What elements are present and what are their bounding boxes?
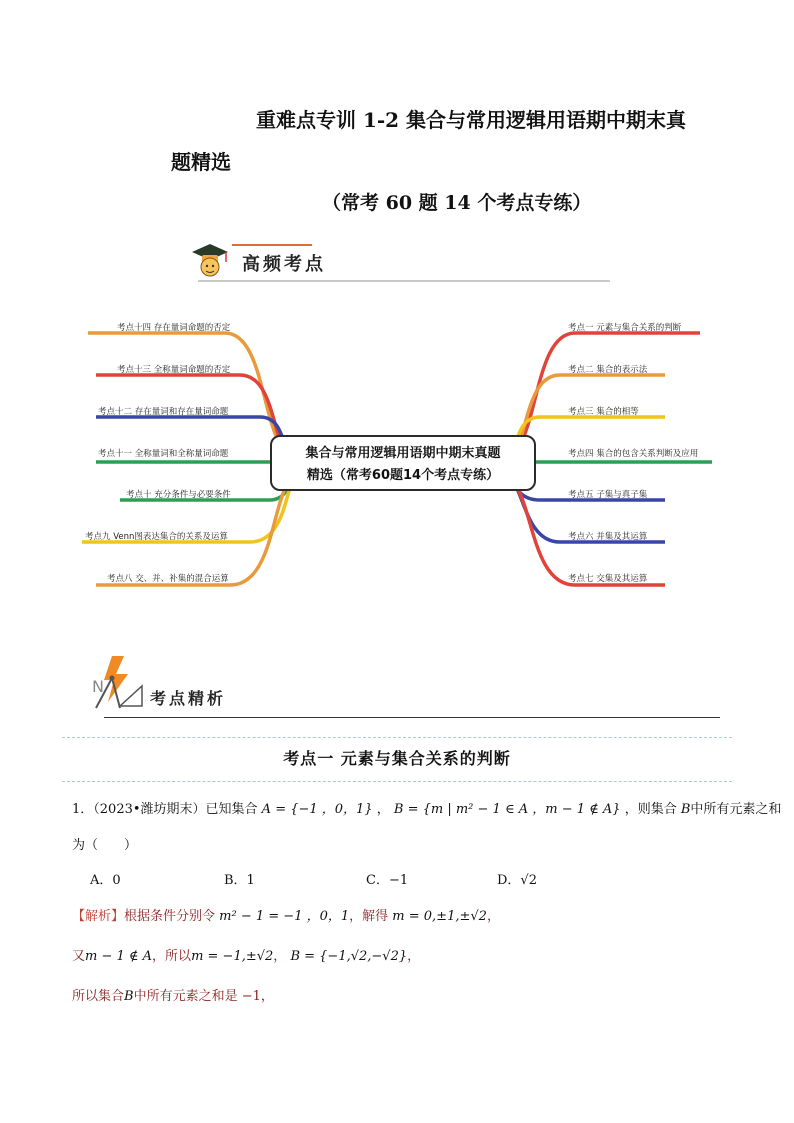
ruler-compass-icon [90, 652, 146, 712]
mindmap-node-right-1: 考点一 元素与集合关系的判断 [568, 323, 682, 333]
mindmap-node-left-1: 考点十四 存在量词命题的否定 [117, 323, 231, 333]
section-banner-analysis [90, 652, 720, 718]
question-stem [72, 798, 781, 817]
section-title: 考点一 元素与集合关系的判断 [283, 749, 511, 768]
set-b: B = {m | m² − 1 ∈ A ，m − 1 ∉ A} [393, 802, 621, 817]
mindmap-center-node [270, 435, 536, 491]
page-title: 重难点专训 1-2 集合与常用逻辑用语期中期末真 [256, 108, 687, 132]
banner-label: 考点精析 [150, 689, 227, 708]
solution-math: m² − 1 = −1 ，0，1 [219, 909, 350, 924]
mindmap-node-right-7: 考点七 交集及其运算 [568, 574, 648, 584]
graduate-cap-icon [190, 240, 230, 280]
solution-math: m = −1,±√2 [191, 949, 274, 964]
question-text: ，则集合 [624, 802, 677, 817]
option-b: B．1 [224, 873, 255, 888]
divider-top [62, 737, 732, 738]
solution-text: 中所有元素之和是 −1， [133, 989, 274, 1004]
option-a: A．0 [90, 873, 121, 888]
option-c: C．−1 [366, 873, 409, 888]
solution-math: m = 0,±1,±√2 [392, 909, 487, 924]
option-d: D．√2 [497, 873, 537, 888]
solution-text: 又 [72, 949, 86, 964]
solution-math: B [124, 989, 134, 1004]
center-line-2: 精选（常考60题14个考点专练） [306, 468, 500, 483]
mind-map [0, 300, 794, 610]
question-stem-continued: 为（ ） [72, 838, 138, 853]
solution-text: ，所以 [152, 949, 192, 964]
section-banner-high-frequency [190, 240, 610, 282]
mindmap-node-right-2: 考点二 集合的表示法 [568, 365, 648, 375]
solution-text: ， [273, 949, 287, 964]
page-title-continued: 题精选 [171, 150, 231, 174]
solution-tag: 【解析】 [72, 909, 125, 924]
solution-text: ，解得 [349, 909, 389, 924]
solution-text: ， [407, 949, 421, 964]
center-line-1: 集合与常用逻辑用语期中期末真题 [305, 446, 501, 461]
mindmap-node-left-2: 考点十三 全称量词命题的否定 [117, 365, 231, 375]
banner-label: 高频考点 [242, 254, 326, 275]
mindmap-node-right-5: 考点五 子集与真子集 [568, 490, 648, 500]
mindmap-node-left-3: 考点十二 存在量词和存在量词命题 [98, 407, 229, 417]
divider-bottom [62, 781, 732, 782]
mindmap-node-left-7: 考点八 交、并、补集的混合运算 [107, 574, 229, 584]
page-subtitle: （常考 60 题 14 个考点专练） [322, 192, 592, 214]
question-text: 1．（2023•潍坊期末）已知集合 [72, 802, 258, 817]
mindmap-node-right-6: 考点六 并集及其运算 [568, 532, 648, 542]
solution-math: B = {−1,√2,−√2} [290, 949, 408, 964]
var-b: B [680, 802, 691, 817]
solution-text: ， [486, 909, 500, 924]
mindmap-node-right-4: 考点四 集合的包含关系判断及应用 [568, 449, 699, 459]
mindmap-node-left-4: 考点十一 全称量词和全称量词命题 [98, 449, 229, 459]
solution-line-1 [72, 905, 500, 924]
mindmap-node-right-3: 考点三 集合的相等 [568, 407, 639, 417]
mindmap-node-left-5: 考点十 充分条件与必要条件 [126, 490, 231, 500]
svg-text:N: N [92, 677, 104, 696]
solution-math: m − 1 ∉ A [85, 949, 153, 964]
solution-text: 所以集合 [72, 989, 125, 1004]
solution-line-2 [72, 945, 420, 964]
set-a: A = {−1 ，0，1} [261, 802, 373, 817]
solution-text: 根据条件分别令 [124, 909, 216, 924]
question-text: 中所有元素之和 [690, 802, 782, 817]
mindmap-node-left-6: 考点九 Venn图表达集合的关系及运算 [85, 532, 228, 542]
question-text: ， [376, 802, 390, 817]
solution-line-3 [72, 985, 274, 1004]
